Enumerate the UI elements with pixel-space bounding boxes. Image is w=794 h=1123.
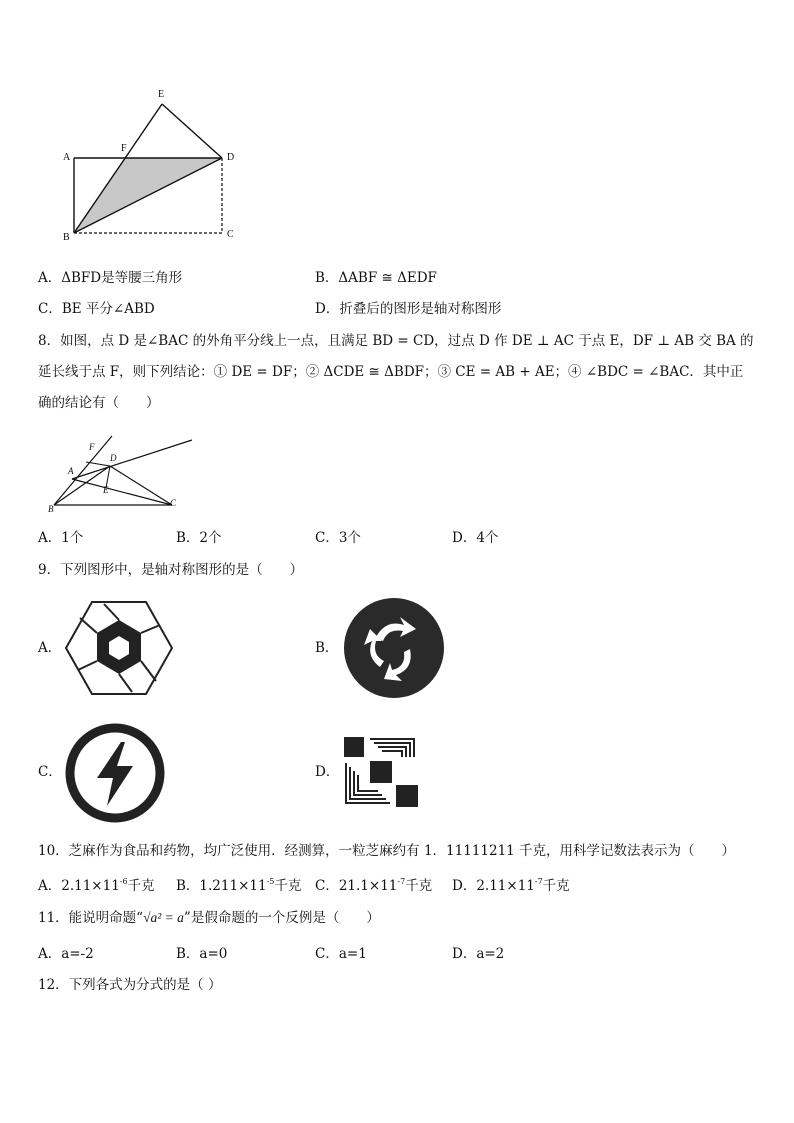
q11-option-d: D．a=2	[452, 946, 505, 962]
segment-ac	[72, 479, 172, 505]
q10-option-d-unit: 千克	[542, 878, 570, 894]
fig8-label-d: D	[110, 453, 117, 463]
q10-option-b-base: B．1.211×11	[176, 878, 267, 894]
q10-option-b-exponent: -5	[266, 877, 275, 886]
fig8-svg	[42, 428, 202, 518]
q8-stem-line2: 延长线于点 F，则下列结论：① DE = DF；② ΔCDE ≅ ΔBDF；③ CE = AB + AE；④ ∠BDC = ∠BAC．其中正	[38, 364, 744, 380]
fig8-label-f: F	[89, 442, 95, 452]
label-a: A	[63, 152, 71, 163]
fig7-svg	[55, 95, 255, 245]
q9-option-c-label: C．	[38, 764, 62, 780]
q10-option-d-base: D．2.11×11	[452, 878, 535, 894]
fig7-diagram	[55, 89, 255, 245]
fig8-diagram	[42, 428, 202, 518]
q11-option-c: C．a=1	[315, 946, 367, 962]
q10-option-a	[38, 872, 155, 896]
segment-dc	[110, 466, 172, 505]
q11-stem-prefix: 11．能说明命题“	[38, 910, 144, 926]
q10-option-c	[315, 872, 432, 896]
q11-option-a: A．a=-2	[38, 946, 94, 962]
label-e: E	[158, 89, 165, 100]
q11-stem-formula: √a² = a	[143, 910, 184, 925]
q10-option-c-unit: 千克	[405, 878, 433, 894]
q11-option-b: B．a=0	[176, 946, 228, 962]
q7-option-b: B．ΔABF ≅ ΔEDF	[315, 270, 437, 286]
q8-option-b: B．2个	[176, 530, 222, 546]
q9-option-b-label: B．	[315, 640, 339, 656]
q9-option-d-figure	[340, 733, 422, 813]
label-d: D	[227, 152, 235, 163]
q8-stem-line1: 8．如图，点 D 是∠BAC 的外角平分线上一点，且满足 BD = CD，过点 D 作 DE ⊥ AC 于点 E，DF ⊥ AB 交 BA 的	[38, 333, 754, 349]
q9-stem: 9．下列图形中，是轴对称图形的是（ ）	[38, 562, 304, 578]
recycle-circle-icon	[342, 597, 446, 699]
fig8-label-c: C	[170, 498, 177, 508]
q8-option-d: D．4个	[452, 530, 499, 546]
q11-stem-suffix: ”是假命题的一个反例是（ ）	[183, 910, 380, 926]
q8-option-c: C．3个	[315, 530, 361, 546]
fig8-label-e: E	[103, 485, 109, 495]
q10-stem: 10．芝麻作为食品和药物，均广泛使用．经测算，一粒芝麻约有 1．11111211 千克，用科学记数法表示为（ ）	[38, 843, 736, 859]
q9-option-b-figure	[342, 597, 446, 703]
q11-stem	[38, 908, 380, 928]
q8-stem-line3: 确的结论有（ ）	[38, 395, 160, 411]
fig8-label-b: B	[48, 504, 54, 514]
segment-ed	[162, 104, 222, 158]
q9-option-d-label: D．	[315, 764, 340, 780]
q10-option-d-exponent: -7	[534, 877, 543, 886]
q8-option-a: A．1个	[38, 530, 84, 546]
q7-option-a: A．ΔBFD是等腰三角形	[38, 270, 183, 286]
label-b: B	[63, 232, 70, 243]
segment-df	[86, 462, 110, 466]
q9-option-a-figure	[64, 598, 174, 702]
q9-option-c-figure	[63, 722, 167, 828]
lightning-circle-icon	[63, 722, 167, 824]
q10-option-b-unit: 千克	[274, 878, 302, 894]
q12-stem: 12．下列各式为分式的是（ ）	[38, 977, 222, 993]
q9-option-a-label: A．	[38, 640, 62, 656]
checker-pattern-icon	[340, 733, 422, 809]
q10-option-c-base: C．21.1×11	[315, 878, 398, 894]
q7-option-c: C．BE 平分∠ABD	[38, 301, 155, 317]
q10-option-b	[176, 872, 301, 896]
hexagon-logo-icon	[64, 598, 174, 698]
q10-option-d	[452, 872, 570, 896]
q10-option-c-exponent: -7	[397, 877, 406, 886]
q7-option-d: D．折叠后的图形是轴对称图形	[315, 301, 502, 317]
q10-option-a-exponent: -6	[119, 877, 128, 886]
label-f: F	[121, 143, 127, 154]
q10-option-a-unit: 千克	[127, 878, 155, 894]
label-c: C	[227, 229, 234, 240]
q10-option-a-base: A．2.11×11	[38, 878, 120, 894]
fig8-label-a: A	[68, 466, 74, 476]
